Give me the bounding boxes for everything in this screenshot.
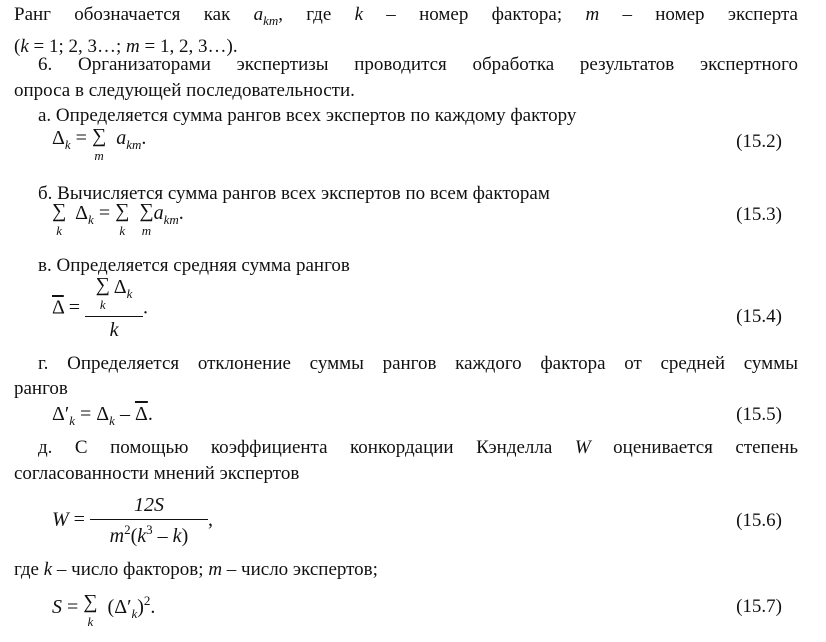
- eq154-denominator: k: [109, 319, 119, 341]
- equation-15-3: ∑ k $\Delta_k$ = ∑ k ∑ m $a_{km}$.: [52, 200, 184, 238]
- item-b-text: б. Вычисляется сумма рангов всех экспертов по всем факторам: [38, 183, 550, 204]
- equation-number-15-3: (15.3): [736, 204, 782, 225]
- equation-15-7: S = ∑ k $(\Delta'_k)^2$.: [52, 591, 156, 629]
- item-g-line-1: г. Определяется отклонение суммы рангов каждого фактора от средней суммы: [38, 353, 798, 374]
- equation-15-2: $\Delta_k$ = ∑ m $a_{km}$.: [52, 125, 147, 163]
- eq156-denominator: $m^2(k^3 - k)$: [109, 522, 189, 547]
- item-g-cont: [14, 376, 798, 402]
- where-line-text: где k – число факторов; m – число экспертов;: [14, 559, 378, 580]
- intro-line-1: Ранг обозначается как $a_{km}$, где k – номер фактора; m – номер эксперта: [14, 4, 798, 28]
- item-d-line-1: д. С помощью коэффициента конкордации Кэнделла W оценивается степень: [38, 437, 798, 458]
- equation-number-15-6: (15.6): [736, 510, 782, 531]
- item-v-text: в. Определяется средняя сумма рангов: [38, 255, 350, 276]
- eq156-numerator: 12S: [90, 494, 208, 520]
- item-d-cont: [14, 461, 798, 487]
- equation-15-6: W = $\frac{12S}{m^2(k^3 - k)}$ ,: [52, 494, 213, 547]
- item-d-line-2: согласованности мнений экспертов: [14, 463, 300, 484]
- equation-number-15-7: (15.7): [736, 596, 782, 617]
- item-a-text: а. Определяется сумма рангов всех экспертов по каждому фактору: [38, 105, 577, 126]
- equation-number-15-2: (15.2): [736, 131, 782, 152]
- item-g: [38, 351, 798, 377]
- item-a: [38, 103, 798, 129]
- equation-15-4: $\overline{\Delta}$ = ∑ k $\Delta_k$ k .: [52, 274, 149, 341]
- p6-line-2: опроса в следующей последовательности.: [14, 80, 355, 101]
- where-line: [14, 557, 798, 583]
- paragraph-6: [38, 52, 798, 78]
- intro-line-2: (k = 1; 2, 3…; m = 1, 2, 3…).: [14, 36, 238, 57]
- equation-number-15-5: (15.5): [736, 404, 782, 425]
- paragraph-6-cont: [14, 78, 798, 104]
- item-g-line-2: рангов: [14, 378, 68, 399]
- item-d: [38, 435, 798, 461]
- equation-number-15-4: (15.4): [736, 306, 782, 327]
- p6-line-1: 6. Организаторами экспертизы проводится обработка результатов экспертного: [38, 54, 798, 75]
- item-v: [38, 253, 798, 279]
- eq154-numerator: ∑ k $\Delta_k$: [85, 276, 143, 317]
- equation-15-5: $\Delta'_k = \Delta_k - \overline{\Delta}$.: [52, 403, 153, 428]
